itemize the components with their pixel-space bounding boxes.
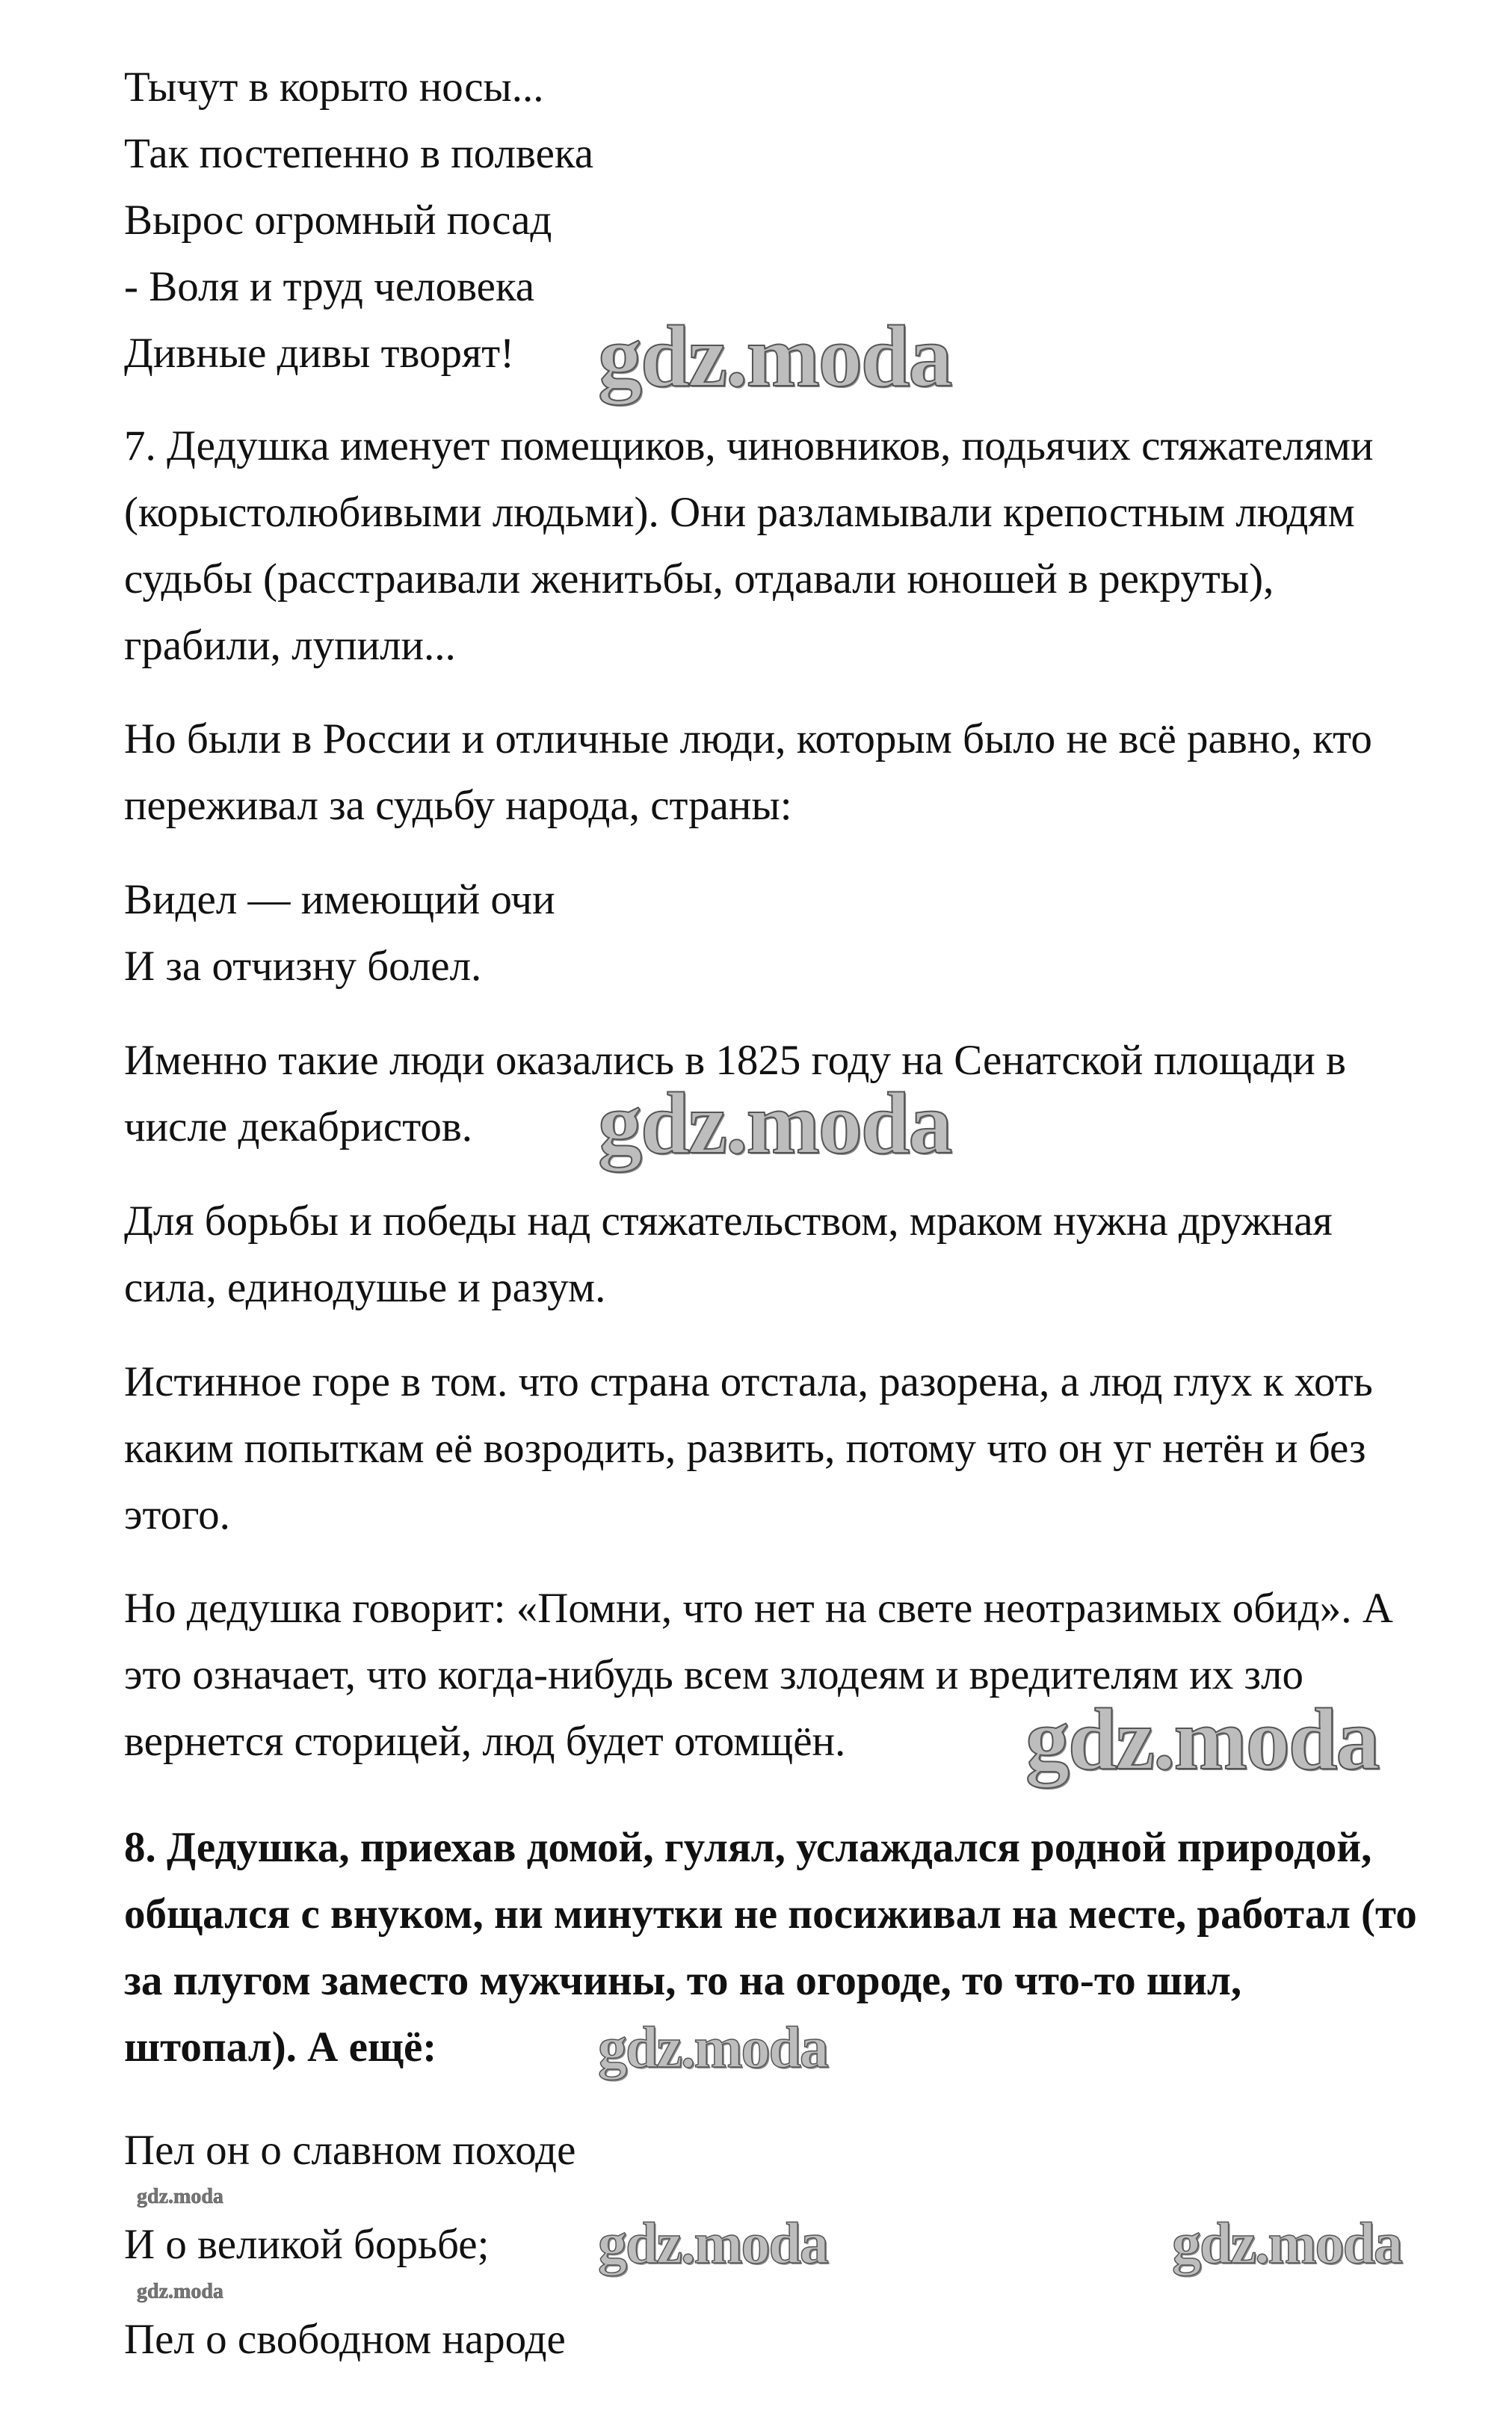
text-line: Истинное горе в том. что страна отстала, разорена, а люд глух к хоть xyxy=(124,1358,1373,1405)
text-line: Видел — имеющий очи xyxy=(124,876,555,923)
text-line: И о великой борьбе; xyxy=(124,2221,490,2268)
verse-line xyxy=(124,2117,576,2184)
text-line: Дивные дивы творят! xyxy=(124,330,515,377)
text-line: грабили, лупили... xyxy=(124,622,456,669)
paragraph xyxy=(124,1188,1333,1321)
paragraph xyxy=(124,706,1372,839)
text-line: судьбы (расстраивали женитьбы, отдавали юношей в рекруты), xyxy=(124,555,1274,603)
watermark: gdz.moda xyxy=(598,307,951,405)
text-line: Пел о свободном народе xyxy=(124,2316,566,2363)
paragraph xyxy=(124,1349,1373,1548)
text-line: Но были в России и отличные люди, которым было не всё равно, кто xyxy=(124,715,1372,762)
text-line: Именно такие люди оказались в 1825 году на Сенатской площади в xyxy=(124,1037,1346,1084)
text-line: Пел он о славном походе xyxy=(124,2127,576,2174)
text-line: каким попыткам её возродить, развить, потому что он уг нетён и без xyxy=(124,1425,1366,1472)
verse-fragment-2 xyxy=(124,866,555,999)
text-line: числе декабристов. xyxy=(124,1103,473,1150)
verse-fragment-1 xyxy=(124,54,593,386)
watermark: gdz.moda xyxy=(137,2280,223,2303)
text-line: Тычут в корыто носы... xyxy=(124,64,544,111)
text-line: это означает, что когда-нибудь всем злодеям и вредителям их зло xyxy=(124,1651,1303,1698)
text-line: общался с внуком, ни минутки не посиживал на месте, работал (то xyxy=(124,1891,1417,1938)
text-line: 8. Дедушка, приехав домой, гулял, услаждался родной природой, xyxy=(124,1824,1372,1871)
text-line: И за отчизну болел. xyxy=(124,943,482,990)
verse-line xyxy=(124,2306,566,2373)
text-line: Вырос огромный посад xyxy=(124,197,552,244)
text-line: (корыстолюбивыми людьми). Они разламывали крепостным людям xyxy=(124,489,1355,536)
watermark: gdz.moda xyxy=(598,1074,951,1172)
text-line: за плугом заместо мужчины, то на огороде, то что-то шил, xyxy=(124,1957,1242,2004)
text-line: - Воля и труд человека xyxy=(124,263,535,310)
text-line: штопал). А ещё: xyxy=(124,2024,437,2071)
answer-7 xyxy=(124,413,1374,679)
verse-line xyxy=(124,2211,489,2278)
watermark: gdz.moda xyxy=(598,2210,827,2275)
text-line: Так постепенно в полвека xyxy=(124,130,594,177)
watermark: gdz.moda xyxy=(598,2015,827,2080)
watermark: gdz.moda xyxy=(137,2185,223,2208)
text-line: этого. xyxy=(124,1491,230,1538)
text-line: Для борьбы и победы над стяжательством, мраком нужна дружная xyxy=(124,1198,1333,1245)
watermark: gdz.moda xyxy=(1025,1690,1379,1788)
text-line: вернется сторицей, люд будет отомщён. xyxy=(124,1718,846,1765)
text-line: переживал за судьбу народа, страны: xyxy=(124,782,792,829)
watermark: gdz.moda xyxy=(1172,2210,1401,2275)
text-line: сила, единодушье и разум. xyxy=(124,1264,606,1311)
text-line: 7. Дедушка именует помещиков, чиновников, подьячих стяжателями xyxy=(124,422,1374,469)
text-line: Но дедушка говорит: «Помни, что нет на свете неотразимых обид». А xyxy=(124,1585,1393,1632)
